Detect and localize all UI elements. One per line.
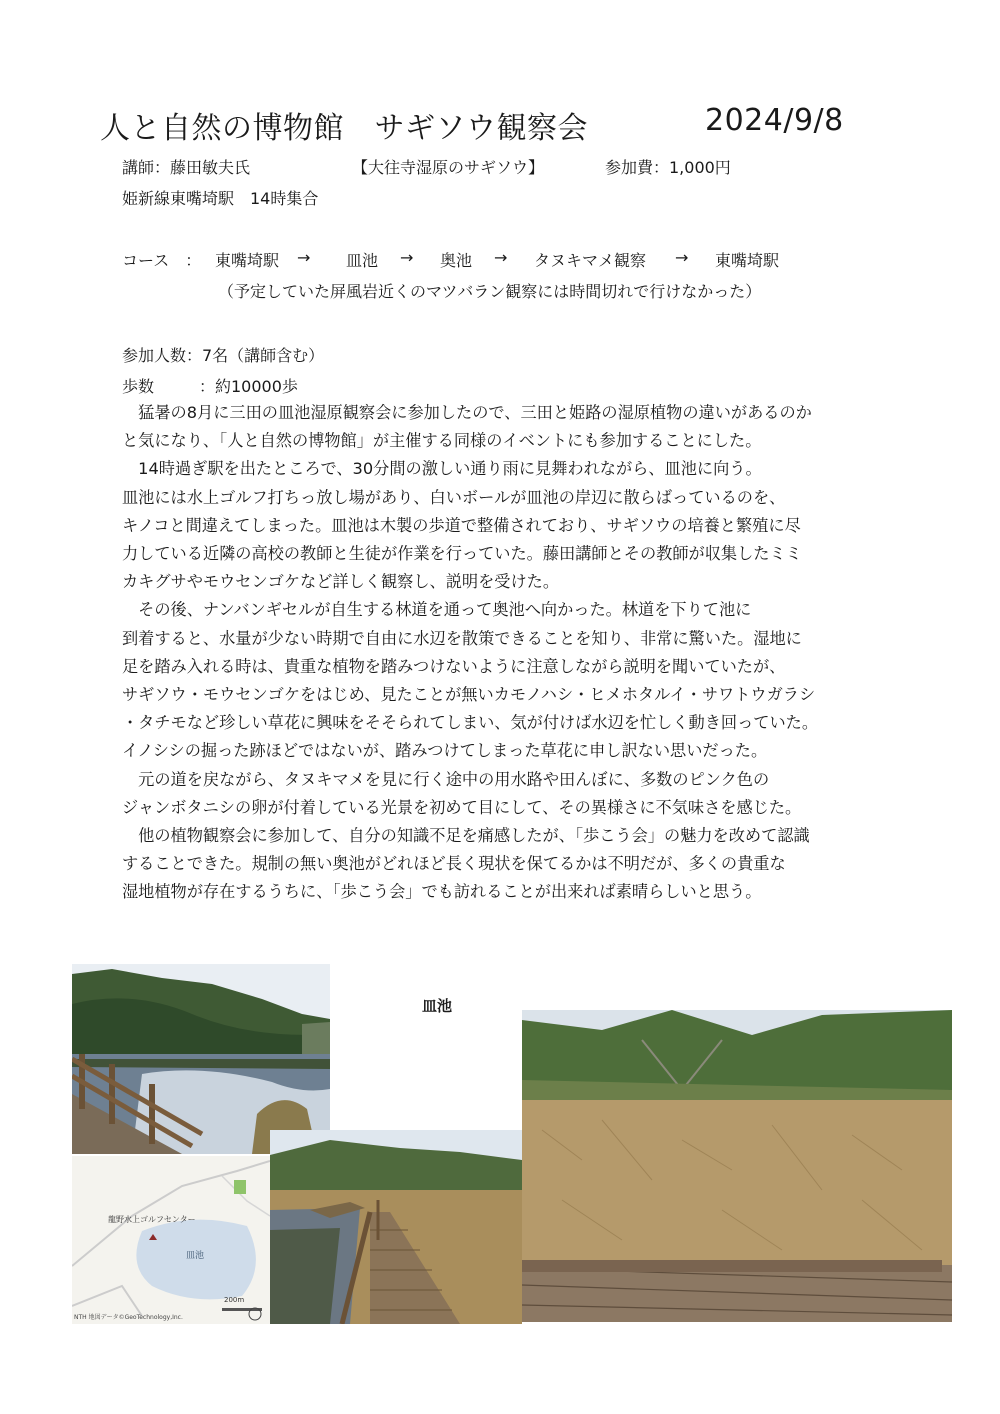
- event-subtitle: 【大往寺湿原のサギソウ】: [352, 158, 545, 177]
- body-line: ジャンボタニシの卵が付着している光景を初めて目にして、その異様さに不気味さを感じた。: [122, 797, 802, 817]
- map-image: [72, 1156, 270, 1324]
- body-line: と気になり、「人と自然の博物館」が主催する同様のイベントにも参加することにした。: [122, 431, 762, 451]
- body-line: 元の道を戻ながら、タヌキマメを見に行く途中の用水路や田んぼに、多数のピンク色の: [122, 769, 770, 789]
- course-arrow: →: [297, 248, 311, 267]
- course-arrow: →: [675, 248, 689, 267]
- body-line: 皿池には水上ゴルフ打ちっ放し場があり、白いボールが皿池の岸辺に散らばっているのを、: [122, 487, 786, 507]
- body-line: カキグサやモウセンゴケなど詳しく観察し、説明を受けた。: [122, 572, 560, 592]
- map-label-pond: 皿池: [186, 1251, 205, 1261]
- body-line: 力している近隣の高校の教師と生徒が作業を行っていた。藤田講師とその教師が収集したミミ: [122, 544, 802, 564]
- wetland-photo: [522, 1010, 952, 1322]
- course-arrow: →: [494, 248, 508, 267]
- map-scale: 200m: [224, 1296, 245, 1304]
- body-line: 14時過ぎ駅を出たところで、30分間の激しい通り雨に見舞われながら、皿池に向う。: [122, 459, 762, 479]
- title-text: 人と自然の博物館 サギソウ観察会: [100, 111, 588, 146]
- steps-label: 歩数: [122, 377, 155, 396]
- meeting-point: 姫新線東嘴埼駅 14時集合: [122, 189, 319, 208]
- course-note: （予定していた屏風岩近くのマツバラン観察には時間切れで行けなかった）: [218, 282, 762, 301]
- body-line: ・タチモなど珍しい草花に興味をそそられてしまい、気が付けば水辺を忙しく動き回っていた。: [122, 713, 819, 733]
- map-credit: NTH 地図データ©GeoTechnology,Inc.: [74, 1314, 183, 1321]
- fee: 参加費：1,000円: [605, 158, 731, 177]
- body-line: キノコと間違えてしまった。皿池は木製の歩道で整備されており、サギソウの培養と繁殖に尽: [122, 515, 801, 535]
- course-step: 東嘴埼駅: [215, 251, 280, 270]
- page-title: [100, 103, 844, 147]
- body-line: 猛暑の8月に三田の皿池湿原観察会に参加したので、三田と姫路の湿原植物の違いがあるのか: [122, 403, 812, 422]
- steps-value: ：約10000歩: [199, 377, 298, 396]
- body-line: 到着すると、水量が少ない時期で自由に水辺を散策できることを知り、非常に驚いた。湿地に: [122, 628, 802, 648]
- pond-railing-photo: [72, 964, 330, 1154]
- body-line: 他の植物観察会に参加して、自分の知識不足を痛感したが、「歩こう会」の魅力を改めて認識: [122, 826, 810, 846]
- course-step: タヌキマメ観察: [534, 251, 647, 270]
- body-line: サギソウ・モウセンゴケをはじめ、見たことが無いカモノハシ・ヒメホタルイ・サワトウガラシ: [122, 685, 816, 705]
- event-date: 2024/9/8: [705, 103, 844, 138]
- body-line: 湿地植物が存在するうちに、「歩こう会」でも訪れることが出来れば素晴らしいと思う。: [122, 882, 762, 902]
- body-line: 足を踏み入れる時は、貴重な植物を踏みつけないように注意しながら説明を聞いていたが、: [122, 656, 786, 676]
- lecturer: 講師：藤田敏夫氏: [122, 158, 251, 177]
- report-body: [122, 399, 922, 907]
- participants: 参加人数：7名（講師含む）: [122, 346, 325, 365]
- body-line: その後、ナンバンギセルが自生する林道を通って奥池へ向かった。林道を下りて池に: [122, 600, 752, 620]
- map-label-golf-center: 龍野水上ゴルフセンター: [108, 1215, 196, 1224]
- course-step: 奥池: [440, 251, 473, 270]
- photo-caption: 皿池: [422, 997, 453, 1015]
- course-step: 皿池: [346, 251, 379, 270]
- course-label: コース ：: [122, 251, 202, 270]
- body-line: することできた。規制の無い奥池がどれほど長く現状を保てるかは不明だが、多くの貴重な: [122, 854, 786, 874]
- course-step: 東嘴埼駅: [715, 251, 780, 270]
- course-arrow: →: [400, 248, 414, 267]
- boardwalk-photo: [270, 1130, 522, 1324]
- body-line: イノシシの掘った跡ほどではないが、踏みつけてしまった草花に申し訳ない思いだった。: [122, 741, 768, 761]
